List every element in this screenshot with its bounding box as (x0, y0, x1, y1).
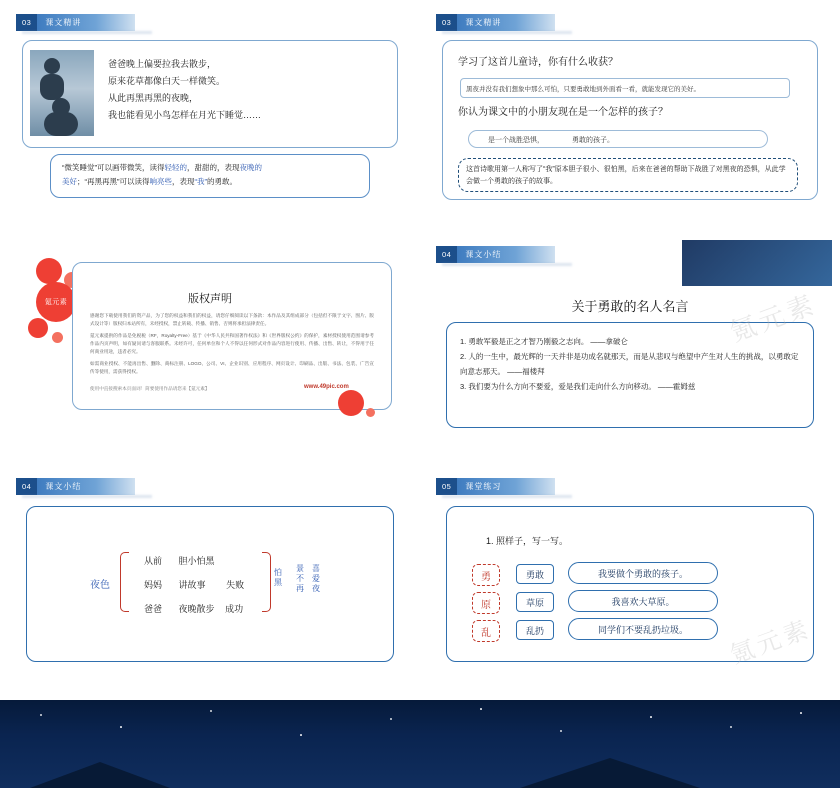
slide-5-row-3-result: 成功 (225, 604, 244, 614)
slide-5-row-3 (144, 602, 243, 615)
slide-5-right-label-1 (274, 568, 286, 589)
slide-1-banner-number: 03 (16, 14, 37, 31)
slide-2-question-2: 你认为课文中的小朋友现在是一个怎样的孩子？ (458, 107, 668, 118)
slide-2-banner-number: 03 (436, 14, 457, 31)
slide-6-banner-number: 05 (436, 478, 457, 495)
slide-1-line-4: 我也能看见小鸟怎样在月光下睡觉…… (108, 110, 262, 121)
slide-6-sentence-3-text: 同学们不要乱扔垃圾。 (597, 624, 688, 635)
slide-1-note-2c: 响亮些 (149, 177, 172, 187)
slide-4-corner-image (682, 240, 832, 286)
slide-3-paragraph-2: 氪元素提供的作品是免税税（RF，Royalty-Free）基于《中华人民共和国著作权法》和《世界版权公约》的保护，素材授权使用范围请参考作品内页声明，如有疑问请与客服联系。未经许可，任何单位和个人不得以任何形式对作品内容进行使用、传播、出售、转让，不得用于任何商业用途，违者必究。 (90, 333, 374, 355)
slide-2-banner (436, 14, 555, 31)
slide-1-note-1a: “微笑睡觉”可以画带微笑，读得 (62, 163, 165, 172)
slide-5-right-label-3-line-3: 夜 (312, 584, 320, 593)
star (210, 710, 212, 712)
slide-6-heading: 1. 照样子，写一写。 (486, 536, 569, 546)
star (40, 714, 42, 716)
slide-2-answer-2 (488, 135, 614, 145)
star (300, 734, 302, 736)
star (120, 726, 122, 728)
slide-2-canvas (428, 8, 832, 224)
slide-3[interactable] (0, 232, 420, 464)
slide-3-paragraphs (90, 312, 374, 376)
slide-5-right-brace (262, 552, 271, 612)
star (560, 730, 562, 732)
slide-6-banner (436, 478, 555, 495)
slide-4-quotes (460, 334, 800, 394)
slide-4-quote-3: 3. 我们要为什么方向不要爱，爱是我们走向什么方向移动。 ——霍姆兹 (460, 382, 696, 391)
slide-4-banner-shadow (442, 263, 572, 266)
slide-5-banner-title: 课文小结 (37, 478, 135, 495)
slide-2-summary: 这首诗歌用第一人称写了“我”原本胆子很小、很怕黑，后来在爸爸的帮助下战胜了对黑夜的恐惧，从此学会做一个勇敢的孩子的故事。 (466, 166, 786, 185)
slide-2-banner-shadow (442, 31, 572, 34)
slide-6-char-3-text: 乱 (481, 627, 491, 639)
slide-1-note-1b: 轻轻的 (164, 163, 187, 172)
slide-5-right-label-3-line-1: 喜 (312, 564, 320, 573)
slide-3-footer-left: 使用中直接搜索本页面词！简要使用作品请您来【氪元素】 (90, 386, 210, 391)
star (480, 708, 482, 710)
slide-5[interactable] (0, 464, 420, 696)
slide-6-sentence-1-text: 我要做个勇敢的孩子。 (597, 568, 688, 579)
slide-2-banner-title: 课文精讲 (457, 14, 555, 31)
slide-5-left-brace (120, 552, 129, 612)
decor-dot-1 (36, 258, 62, 284)
slide-5-right-label-2-line-3: 再 (296, 584, 304, 593)
mountain-silhouette (30, 762, 170, 788)
slide-6-word-2-text: 草原 (525, 597, 544, 608)
slide-4-banner-number: 04 (436, 246, 457, 263)
slide-5-right-label-2 (296, 564, 306, 594)
star (390, 718, 392, 720)
slide-1-note-1c: ，甜甜的，表现 (187, 163, 240, 172)
slide-5-right-label-3-line-2: 爱 (312, 574, 320, 583)
slide-1-note-2a: 美好 (62, 177, 77, 187)
slide-5-canvas (8, 472, 412, 688)
slide-2-answer-2-part1: 是一个战胜恐惧， (488, 137, 544, 144)
slide-6-sentence-2 (568, 590, 718, 612)
slide-5-row-1-who: 从前 (144, 556, 163, 566)
slide-5-banner-shadow (22, 495, 152, 498)
slide-6-canvas (428, 472, 832, 688)
decor-dot-4 (52, 332, 63, 343)
slide-5-row-2 (144, 578, 244, 591)
slide-5-row-2-who: 妈妈 (144, 580, 163, 590)
slide-6[interactable] (420, 464, 840, 696)
slide-6-char-3 (472, 620, 500, 642)
slide-6-sentence-1 (568, 562, 718, 584)
slide-1-note-text (62, 161, 362, 190)
slide-4-canvas (428, 240, 832, 456)
slide-1-note-2e: “我” (194, 177, 207, 187)
slide-3-heading: 版权声明 (188, 293, 232, 305)
slide-5-right-label-1-text: 怕黑 (274, 568, 282, 588)
star (800, 712, 802, 714)
slide-1-canvas (8, 8, 412, 224)
slide-6-char-2-text: 原 (481, 599, 491, 611)
slide-5-right-label-2-line-2: 不 (296, 574, 304, 583)
slide-6-banner-shadow (442, 495, 572, 498)
brand-badge: 氪元素 (36, 282, 76, 322)
mountain-silhouette (520, 758, 700, 788)
slide-5-row-1 (144, 554, 215, 567)
slide-1-note-2d: ，表现 (172, 177, 195, 187)
slide-5-row-2-what: 讲故事 (178, 580, 206, 590)
slide-3-footer-url[interactable]: www.49pic.com (304, 384, 349, 390)
decor-dot-5 (338, 390, 364, 416)
slide-5-banner-number: 04 (16, 478, 37, 495)
slide-6-word-2 (516, 592, 554, 612)
slide-1-note-1d: 夜晚的 (239, 163, 262, 172)
night-sky-slide[interactable] (0, 700, 840, 788)
slide-1-line-2: 原来花草都像白天一样微笑。 (108, 76, 226, 87)
slide-3-canvas (8, 240, 412, 456)
slide-2-question-1: 学习了这首儿童诗，你有什么收获？ (458, 57, 618, 68)
slide-2-answer-2-part2: 勇敢的孩子。 (571, 137, 614, 144)
slide-6-char-2 (472, 592, 500, 614)
slide-4[interactable] (420, 232, 840, 464)
slide-1-banner-title: 课文精讲 (37, 14, 135, 31)
slide-4-banner (436, 246, 555, 263)
slide-5-root-label: 夜色 (90, 580, 110, 591)
slide-6-word-1-text: 勇敢 (525, 569, 544, 580)
slide-1[interactable] (0, 0, 420, 232)
slide-1-note-2b: ；“再黑再黑”可以读得 (77, 177, 150, 187)
slide-3-paragraph-3: 如需商业授权、不能再出售、删除、商标注册、LOGO、公司、VI、企业识别、应用程序、网页设计、印刷品、出版、书法、包装、广告宣传等使用，需获得授权。 (90, 361, 374, 375)
slide-4-heading: 关于勇敢的名人名言 (571, 299, 689, 314)
star (730, 726, 732, 728)
slide-1-banner (16, 14, 135, 31)
star (650, 716, 652, 718)
decor-dot-6 (366, 408, 375, 417)
decor-dot-3 (28, 318, 48, 338)
slide-6-banner-title: 课堂练习 (457, 478, 555, 495)
slide-6-word-3 (516, 620, 554, 640)
slide-5-right-label-3 (312, 564, 322, 594)
slide-6-sentence-3 (568, 618, 718, 640)
slide-4-banner-title: 课文小结 (457, 246, 555, 263)
slide-1-photo (30, 50, 94, 136)
slide-6-word-1 (516, 564, 554, 584)
slide-5-banner (16, 478, 135, 495)
slide-5-row-1-what: 胆小怕黑 (178, 556, 215, 566)
slide-1-line-3: 从此再黑再黑的夜晚， (108, 93, 199, 104)
slide-5-row-3-who: 爸爸 (144, 604, 163, 614)
slide-6-char-1-text: 勇 (481, 571, 491, 583)
slide-1-note-2f: 的勇敢。 (207, 177, 237, 187)
slide-1-line-1: 爸爸晚上偏要拉我去散步， (108, 59, 217, 69)
slide-6-char-1 (472, 564, 500, 586)
slide-5-right-label-2-line-1: 景 (296, 564, 304, 573)
slide-4-quote-1: 1. 勇敢军毅是正之才智乃刚毅之志向。 ——拿破仑 (460, 337, 628, 346)
slide-2[interactable] (420, 0, 840, 232)
slide-6-watermark: 氪元素 (726, 615, 816, 670)
slide-4-watermark: 氪元素 (726, 288, 821, 348)
slide-1-body (108, 56, 383, 124)
slide-1-banner-shadow (22, 31, 152, 34)
slide-6-sentence-2-text: 我喜欢大草原。 (611, 596, 675, 607)
slide-5-row-3-what: 夜晚散步 (178, 604, 215, 614)
slide-2-answer-1: 黑夜并没有我们想象中那么可怕，只要勇敢地到外面看一看，就能发现它的美好。 (466, 86, 700, 93)
slide-6-word-3-text: 乱扔 (525, 625, 544, 636)
slide-5-row-2-result: 失败 (226, 580, 245, 590)
slide-4-quote-2: 2. 人的一生中，最光辉的一天并非是功成名就那天，而是从悲叹与绝望中产生对人生的挑战，以勇敢定向意志那天。 ——福楼拜 (460, 352, 799, 376)
slide-3-paragraph-1: 感谢您下载使用我们的资产品，为了您的权益和我们的权益，请您仔细阅读以下条款：本作品及其组成部分（包括但不限于文字、图片、版式设计等）版权归本站所有，未经授权，禁止转载、传播、销售、否则将承担法律责任。 (90, 313, 374, 327)
